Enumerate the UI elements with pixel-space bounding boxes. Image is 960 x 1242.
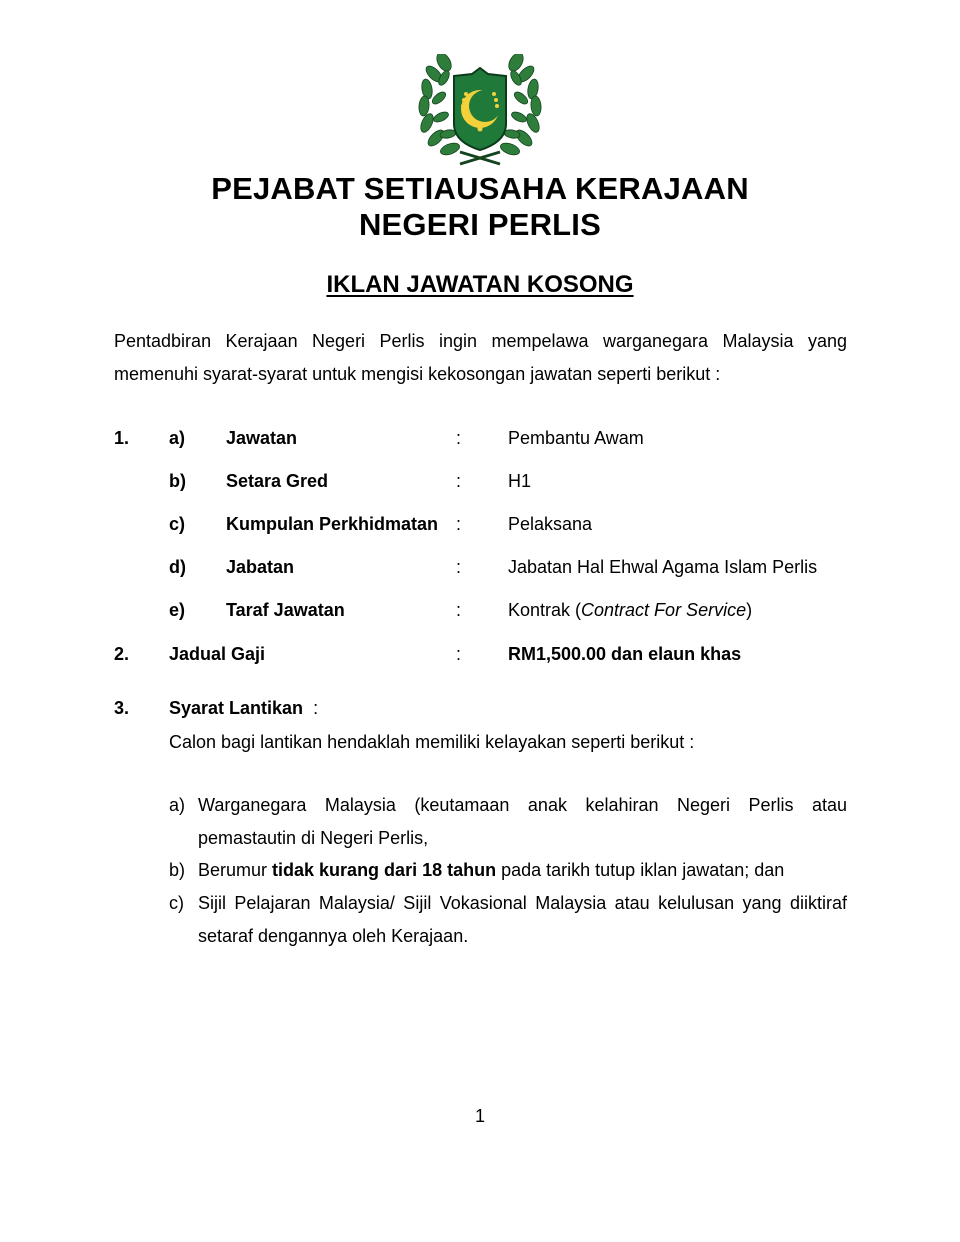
row-d-letter: d)	[169, 557, 186, 577]
section-2-number: 2.	[114, 644, 130, 664]
requirement-a-letter: a)	[169, 795, 186, 815]
row-e-colon: :	[456, 600, 462, 620]
section-1-number: 1.	[114, 428, 130, 448]
row-d-label: Jabatan	[226, 557, 295, 577]
page-number: 1	[474, 1106, 485, 1126]
row-a-value: Pembantu Awam	[508, 428, 644, 448]
row-a-letter: a)	[169, 428, 186, 448]
row-e-value-italic: Contract For Service	[581, 600, 747, 620]
intro-paragraph: Pentadbiran Kerajaan Negeri Perlis ingin mempelawa warganegara Malaysia yang memenuhi syarat-syarat untuk mengisi kekosongan jawatan seperti berikut :	[114, 331, 847, 384]
row-c-colon: :	[456, 514, 462, 534]
row-e-value	[508, 598, 752, 622]
row-e-label: Taraf Jawatan	[226, 600, 345, 620]
section-2-label: Jadual Gaji	[169, 644, 266, 664]
requirement-b-letter: b)	[169, 860, 186, 880]
requirement-a-text: Warganegara Malaysia (keutamaan anak kelahiran Negeri Perlis atau pemastautin di Negeri Perlis,	[198, 795, 847, 848]
page-title-line2: NEGERI PERLIS	[358, 207, 602, 242]
row-c-label: Kumpulan Perkhidmatan	[226, 514, 439, 534]
section-3-label: Syarat Lantikan	[169, 698, 304, 718]
row-e-value-suffix: )	[746, 600, 753, 620]
requirement-c-text: Sijil Pelajaran Malaysia/ Sijil Vokasional Malaysia atau kelulusan yang diiktiraf setaraf dengannya oleh Kerajaan.	[198, 893, 847, 946]
row-c-letter: c)	[169, 514, 186, 534]
requirement-b-text-before: Berumur	[198, 860, 273, 880]
section-3-heading	[169, 696, 318, 720]
requirement-b-text-bold: tidak kurang dari 18 tahun	[272, 860, 497, 880]
row-d-colon: :	[456, 557, 462, 577]
document-subtitle: IKLAN JAWATAN KOSONG	[326, 271, 634, 298]
row-a-label: Jawatan	[226, 428, 298, 448]
requirement-b-text-after: pada tarikh tutup iklan jawatan; dan	[496, 860, 785, 880]
row-b-value: H1	[508, 471, 532, 491]
perlis-state-crest-icon	[414, 54, 546, 166]
requirement-c-letter: c)	[169, 893, 184, 913]
row-d-value: Jabatan Hal Ehwal Agama Islam Perlis	[508, 557, 818, 577]
row-a-colon: :	[456, 428, 462, 448]
salary-value: RM1,500.00 dan elaun khas	[508, 644, 742, 664]
section-3-number: 3.	[114, 698, 130, 718]
row-e-value-prefix: Kontrak (	[508, 600, 582, 620]
page-title-line1: PEJABAT SETIAUSAHA KERAJAAN	[211, 171, 749, 206]
row-c-value: Pelaksana	[508, 514, 593, 534]
row-e-letter: e)	[169, 600, 186, 620]
requirement-b-text	[198, 858, 784, 882]
row-b-label: Setara Gred	[226, 471, 329, 491]
row-b-letter: b)	[169, 471, 186, 491]
section-3-colon: :	[313, 698, 319, 718]
row-b-colon: :	[456, 471, 462, 491]
section-3-intro: Calon bagi lantikan hendaklah memiliki kelayakan seperti berikut :	[169, 732, 695, 752]
section-2-colon: :	[456, 644, 462, 664]
